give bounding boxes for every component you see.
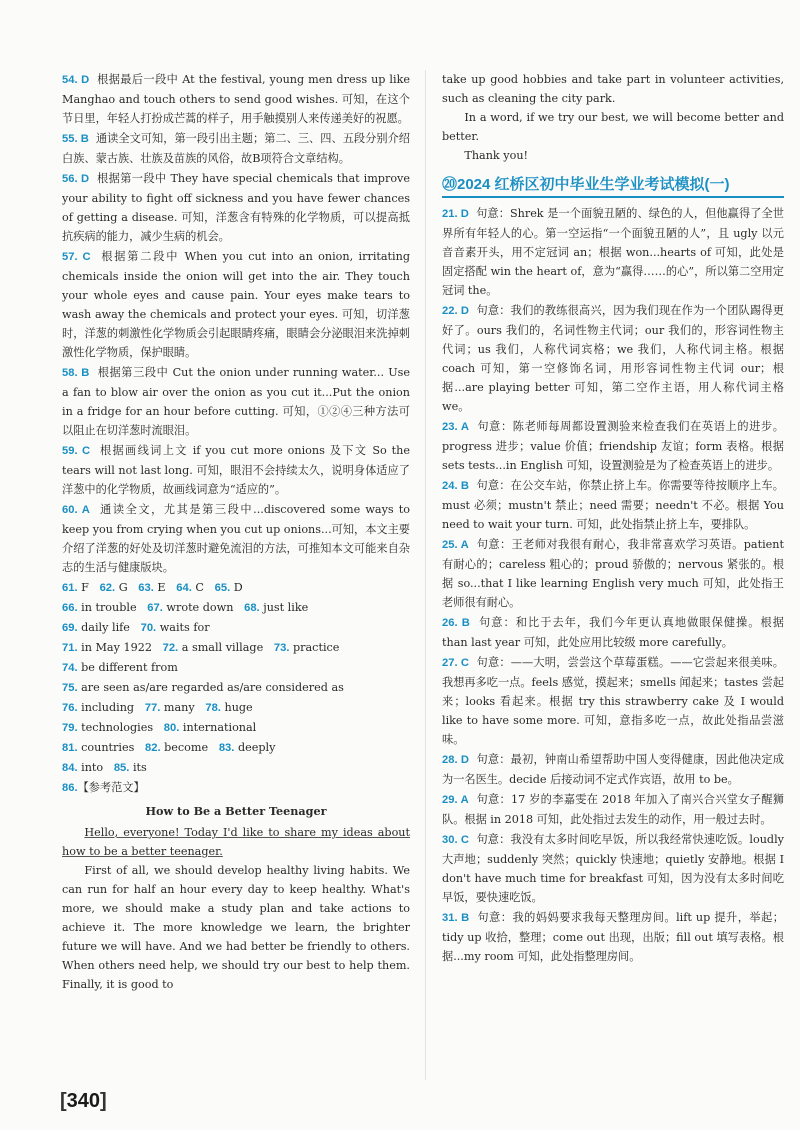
answer-value: D [233,581,243,594]
explanation-item [442,908,784,966]
answer-value: a small village [181,641,264,654]
page-number: [340] [60,1090,107,1112]
explanation-item [442,613,784,652]
answer-number: 82. [145,742,161,754]
explanation-item [442,830,784,907]
column-divider [425,70,426,1080]
left-explanations [62,70,410,577]
answer-number: 73. [273,642,290,654]
question-number: 28. D [442,754,469,766]
question-number: 21. D [442,208,469,220]
answer-row [62,758,410,778]
explanation-text: 句意：陈老师每周都设置测验来检查我们在英语上的进步。progress 进步；value 价值；friendship 友谊；form 表格。根据 sets tests...in English 可知，设置测验是为了检查英语上的进步。 [442,420,784,472]
explanation-text: 句意：最初，钟南山希望帮助中国人变得健康，因此他决定成为一名医生。decide 后接动词不定式作宾语，故用 to be。 [442,753,784,786]
explanation-text: 句意：我们的教练很高兴，因为我们现在作为一个团队踢得更好了。ours 我们的，名词性物主代词；our 我们的，形容词性物主代词；us 我们，人称代词宾格；we 我们，人称代词主格。根据 coach 可知，第一空修饰名词，用形容词性物主代词 our；根据...are playing better 可知，第二空作主语，用人称代词主格 we。 [442,304,784,413]
explanation-item [62,247,410,362]
answer-number: 78. [205,702,221,714]
answer-number: 66. [62,602,78,614]
answer-row [62,578,410,598]
answer-row [62,698,410,718]
essay-closing: Thank you! [464,149,529,162]
explanation-text: 句意：王老师对我很有耐心，我非常喜欢学习英语。patient 有耐心的；careless 粗心的；proud 骄傲的；nervous 紧张的。根据 so...that I like learning English very much 可知，此处指王老师很有耐心。 [442,538,784,609]
explanation-item [442,535,784,612]
answer-number: 81. [62,742,78,754]
answer-number: 63. [138,582,154,594]
answer-number: 77. [144,702,161,714]
essay-label: 86.【参考范文】 [62,781,145,794]
answer-value: become [164,741,209,754]
answer-row [62,678,410,698]
answer-row [62,618,410,638]
answer-value: be different from [81,661,178,674]
explanation-item [442,301,784,416]
answer-value: daily life [81,621,130,634]
answer-value: F [81,581,89,594]
answer-value: practice [293,641,340,654]
essay-continuation: take up good hobbies and take part in volunteer activities, such as cleaning the city park. [442,73,784,105]
explanation-item [442,417,784,475]
answer-number: 69. [62,622,78,634]
answer-value: waits for [159,621,210,634]
short-answers [62,578,410,778]
explanation-item [442,204,784,300]
explanation-text: 根据第一段中 They have special chemicals that improve your ability to fight off sickness and you have fewer chances of getting a disease. 可知，洋葱含有特殊的化学物质，可以提高抵抗疾病的能力，减少生病的机会。 [62,172,410,243]
answer-value: including [81,701,135,714]
answer-number: 80. [163,722,180,734]
answer-number: 71. [62,642,78,654]
question-number: 55. B [62,133,89,145]
question-number: 58. B [62,367,90,379]
explanation-text: 句意：我的妈妈要求我每天整理房间。lift up 提升，举起；tidy up 收拾，整理；come out 出现，出版；fill out 填写表格。根据...my room 可知，此处指整理房间。 [442,911,784,963]
question-number: 25. A [442,539,469,551]
question-number: 56. D [62,173,90,185]
explanation-text: 根据第三段中 Cut the onion under running water... Use a fan to blow air over the onion as you cut it...Put the onion in a fridge for an hour before cutting. 可知，①②④三种方法可以阻止在切洋葱时流眼泪。 [62,366,410,437]
explanation-item [62,500,410,577]
answer-number: 64. [176,582,192,594]
explanation-text: 句意：Shrek 是一个面貌丑陋的、绿色的人，但他赢得了全世界所有年轻人的心。第一空运指“一个面貌丑陋的人”，且 ugly 以元音音素开头，用不定冠词 an；根据 won...hearts of 可知，此处是固定搭配 win the heart of，意为“赢得……的心”，所以第二空用定冠词 the。 [442,207,784,297]
explanation-text: 句意：我没有太多时间吃早饭，所以我经常快速吃饭。loudly 大声地；suddenly 突然；quickly 快速地；quietly 安静地。根据 I don't have much time for breakfast 可知，因为没有太多时间吃早饭，要快速吃饭。 [442,833,784,904]
question-number: 26. B [442,617,470,629]
question-number: 30. C [442,834,469,846]
explanation-item [442,476,784,534]
answer-number: 75. [62,682,78,694]
answer-number: 85. [113,762,130,774]
answer-number: 68. [244,602,260,614]
answer-value: technologies [81,721,154,734]
explanation-text: 通读全文可知，第一段引出主题；第二、三、四、五段分别介绍白族、蒙古族、壮族及苗族的风俗，故B项符合文章结构。 [62,132,410,165]
explanation-text: 根据画线词上文 if you cut more onions 及下文 So the tears will not last long. 可知，眼泪不会持续太久，说明身体适应了洋葱中的化学物质，故画线词意为“适应的”。 [62,444,410,496]
explanation-text: 句意：和比于去年，我们今年更认真地做眼保健操。根据 than last year 可知，此处应用比较级 more carefully。 [442,616,784,649]
explanation-item [62,169,410,246]
answer-value: deeply [237,741,276,754]
right-explanations [442,204,784,966]
explanation-item [442,790,784,829]
question-number: 59. C [62,445,91,457]
essay-title: How to Be a Better Teenager [145,804,327,818]
question-number: 27. C [442,657,469,669]
question-number: 24. B [442,480,469,492]
explanation-text: 根据第二段中 When you cut into an onion, irritating chemicals inside the onion will get into the air. They touch your whole eyes and cause pain. Your eyes make tears to wash away the chemicals and protect your eyes. 可知，切洋葱时，洋葱的刺激性化学物质会引起眼睛疼痛，眼睛会分泌眼泪来洗掉刺激性化学物质，保护眼睛。 [62,250,411,359]
question-number: 31. B [442,912,470,924]
answer-number: 79. [62,722,78,734]
explanation-item [62,363,410,440]
answer-value: huge [224,701,253,714]
explanation-item [62,70,410,128]
answer-value: wrote down [166,601,234,614]
answer-row [62,638,410,658]
explanation-item [442,653,784,749]
answer-number: 70. [140,622,157,634]
answer-number: 62. [99,582,116,594]
answer-number: 84. [62,762,78,774]
question-number: 57. C [62,251,91,263]
explanation-text: 句意：在公交车站，你禁止挤上车。你需要等待按顺序上车。must 必须；mustn't 禁止；need 需要；needn't 不必。根据 You need to wait your turn. 可知，此处指禁止挤上车，要排队。 [442,479,784,531]
right-column [442,70,784,967]
explanation-item [62,129,410,168]
question-number: 23. A [442,421,469,433]
answer-value: many [163,701,195,714]
question-number: 54. D [62,74,90,86]
answer-value: C [195,581,204,594]
answer-value: are seen as/are regarded as/are considered as [81,681,344,694]
answer-value: into [81,761,104,774]
answer-number: 83. [218,742,235,754]
answer-value: in trouble [81,601,137,614]
question-number: 29. A [442,794,469,806]
answer-row [62,658,410,678]
answer-value: in May 1922 [81,641,152,654]
left-column [62,70,410,994]
essay-paragraph-3: In a word, if we try our best, we will become better and better. [442,111,784,143]
answer-number: 74. [62,662,78,674]
answer-row [62,598,410,618]
answer-value: G [118,581,128,594]
section-title: ⑳2024 红桥区初中毕业生学业考试模拟(一) [442,175,784,198]
answer-number: 76. [62,702,78,714]
explanation-item [442,750,784,789]
answer-value: just like [263,601,309,614]
answer-value: E [157,581,166,594]
answer-row [62,718,410,738]
explanation-item [62,441,410,499]
explanation-text: 句意：——大明，尝尝这个草莓蛋糕。——它尝起来很美味。我想再多吃一点。feels 感觉，摸起来；smells 闻起来；tastes 尝起来；looks 看起来。根据 try this strawberry cake 及 I would like to have some more. 可知，意指多吃一点，故此处指品尝滋味。 [442,656,784,746]
answer-number: 72. [162,642,179,654]
essay-paragraph-2: First of all, we should develop healthy living habits. We can run for half an hour every day to keep healthy. What's more, we should make a study plan and take actions to achieve it. The more knowledge we learn, the brighter future we will have. And we had better be friendly to others. When others need help, we should try our best to help them. Finally, it is good to [62,864,410,991]
explanation-text: 通读全文，尤其是第三段中...discovered some ways to keep you from crying when you cut up onions...可知，本文主要介绍了洋葱的好处及切洋葱时避免流泪的方法，可推知本文可能来自杂志的生活与健康版块。 [62,503,410,574]
answer-number: 61. [62,582,78,594]
answer-value: international [182,721,257,734]
answer-number: 65. [214,582,231,594]
essay-paragraph-1: Hello, everyone! Today I'd like to share my ideas about how to be a better teenager. [62,826,410,858]
answer-value: countries [81,741,135,754]
question-number: 60. A [62,504,90,516]
answer-row [62,738,410,758]
explanation-text: 根据最后一段中 At the festival, young men dress up like Manghao and touch others to send good wishes. 可知，在这个节日里，年轻人打扮成芒蒿的样子，用手触摸别人来传递美好的祝愿。 [62,73,410,125]
explanation-text: 句意：17 岁的李嘉雯在 2018 年加入了南兴合兴堂女子醒狮队。根据 in 2018 可知，此处指过去发生的动作，用一般过去时。 [442,793,784,826]
answer-number: 67. [147,602,163,614]
question-number: 22. D [442,305,469,317]
answer-value: its [132,761,147,774]
